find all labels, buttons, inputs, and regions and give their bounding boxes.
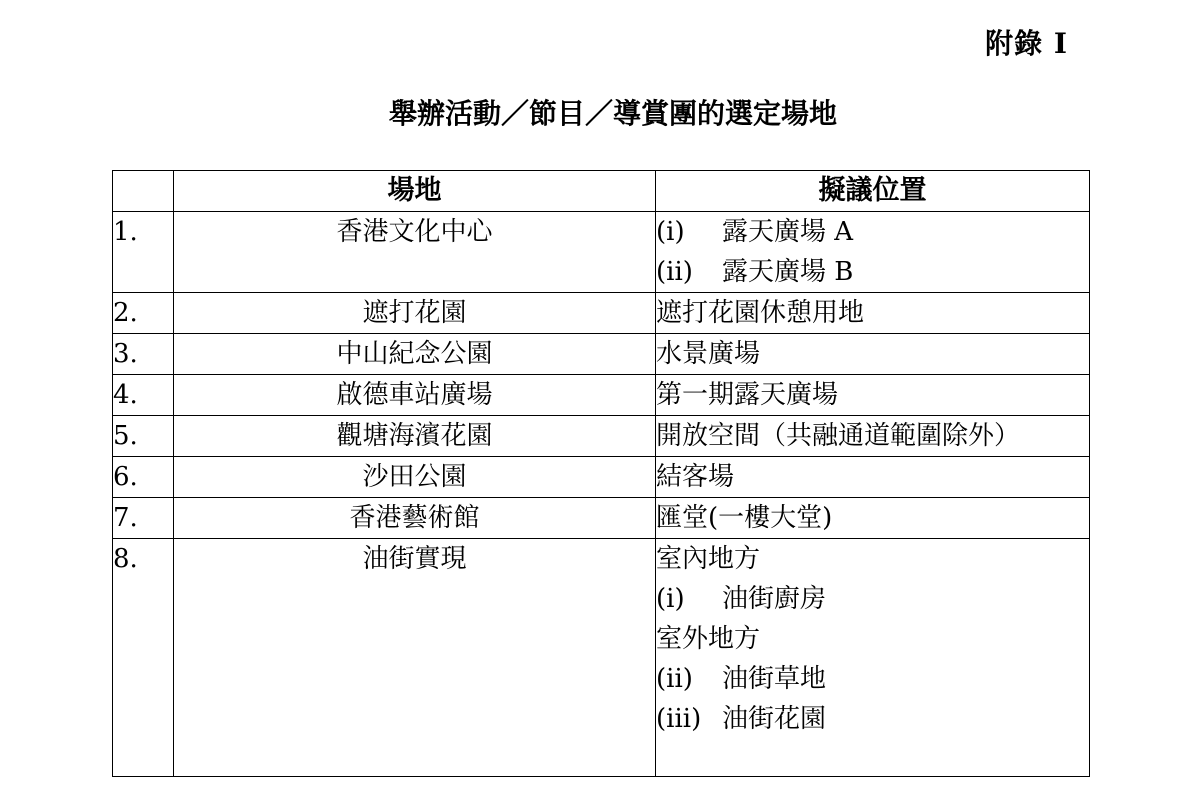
venue-name: 油街實現: [174, 539, 656, 777]
row-number: 7.: [113, 498, 174, 539]
table-row: [113, 457, 1090, 498]
table-header-row: [113, 171, 1090, 212]
table-row: [113, 212, 1090, 293]
proposed-location: [656, 212, 1090, 293]
item-marker: (i): [656, 217, 685, 247]
proposed-location: 開放空間（共融通道範圍除外）: [656, 416, 1090, 457]
appendix-label: 附錄 I: [985, 27, 1068, 60]
row-number: 3.: [113, 334, 174, 375]
table-row: [113, 416, 1090, 457]
location-text: 油街廚房: [722, 584, 827, 614]
header-venue: 場地: [174, 171, 656, 212]
venue-name: 香港藝術館: [174, 498, 656, 539]
row-number: 8.: [113, 539, 174, 777]
proposed-location: 匯堂(一樓大堂): [656, 498, 1090, 539]
venue-name: 沙田公園: [174, 457, 656, 498]
location-line: [656, 659, 1089, 699]
venue-name: 遮打花園: [174, 293, 656, 334]
row-number: 2.: [113, 293, 174, 334]
location-text: 油街草地: [722, 664, 827, 694]
proposed-location: 水景廣場: [656, 334, 1090, 375]
location-text: 露天廣場 B: [722, 257, 854, 287]
location-line: [656, 252, 1089, 292]
location-subheading: 室內地方: [656, 544, 761, 574]
item-marker: (ii): [656, 257, 693, 287]
row-number: 6.: [113, 457, 174, 498]
header-location: 擬議位置: [656, 171, 1090, 212]
venue-name: 中山紀念公園: [174, 334, 656, 375]
proposed-location: 第一期露天廣場: [656, 375, 1090, 416]
venue-name: 香港文化中心: [174, 212, 656, 293]
location-line: [656, 699, 1089, 739]
item-marker: (iii): [656, 704, 702, 734]
header-number: [113, 171, 174, 212]
proposed-location: 結客場: [656, 457, 1090, 498]
row-number: 5.: [113, 416, 174, 457]
venue-name: 啟德車站廣場: [174, 375, 656, 416]
table-row: [113, 498, 1090, 539]
row-number: 4.: [113, 375, 174, 416]
table-row: [113, 539, 1090, 777]
proposed-location: 遮打花園休憩用地: [656, 293, 1090, 334]
location-text: 油街花園: [722, 704, 827, 734]
location-line: [656, 212, 1089, 252]
document-title: 舉辦活動／節目／導賞團的選定場地: [388, 97, 837, 130]
item-marker: (i): [656, 584, 685, 614]
location-text: 露天廣場 A: [722, 217, 854, 247]
table-row: [113, 334, 1090, 375]
venue-name: 觀塘海濱花園: [174, 416, 656, 457]
item-marker: (ii): [656, 664, 693, 694]
row-number: 1.: [113, 212, 174, 293]
proposed-location: [656, 539, 1090, 777]
table-row: [113, 293, 1090, 334]
location-subheading: 室外地方: [656, 624, 761, 654]
location-line: [656, 579, 1089, 619]
venues-table: [112, 170, 1090, 777]
table-row: [113, 375, 1090, 416]
